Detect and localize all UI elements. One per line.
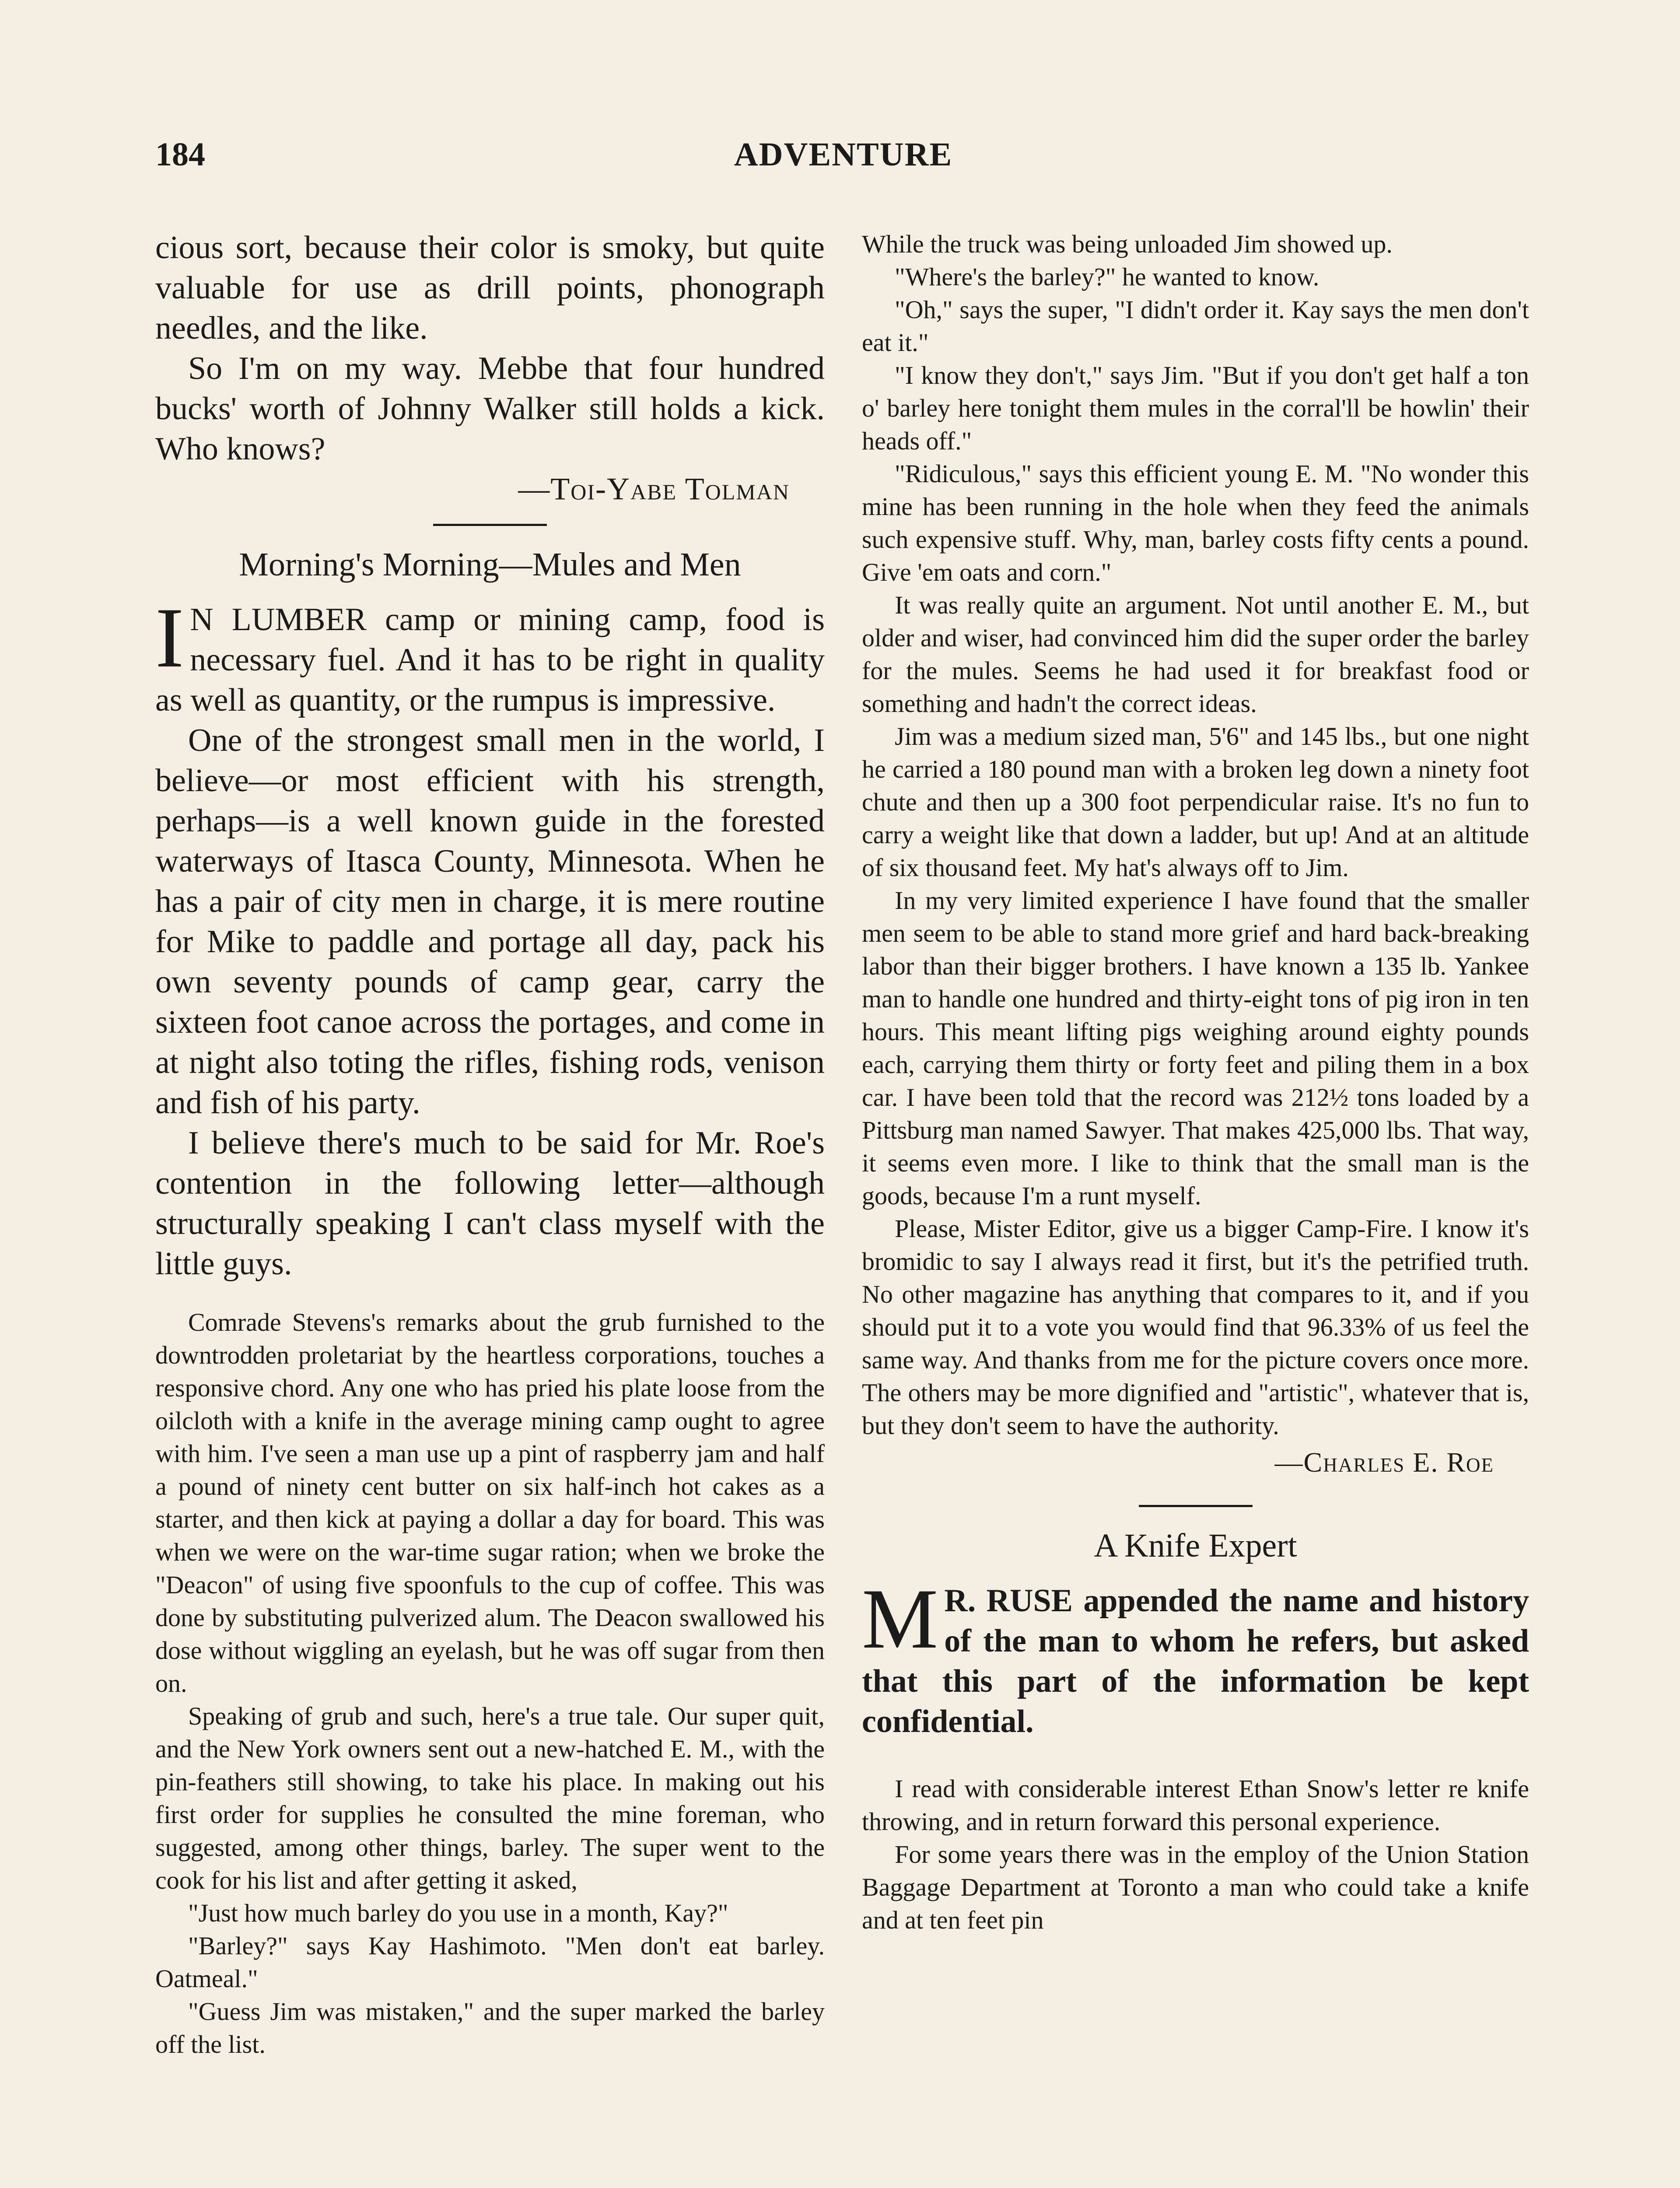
paragraph: Please, Mister Editor, give us a bigger Camp-Fire. I know it's bromidic to say I always read it first, but it's the petrified truth. No other magazine has anything that compares to it, and if you should put it to a vote you would find that 96.33% of us feel the same way. And thanks from me for the picture covers once more. The others may be more dignified and "artistic", whatever that is, but they don't seem to have the authority. <box>862 1214 1529 1440</box>
divider <box>433 524 547 526</box>
signature: —Charles E. Roe <box>1274 1447 1494 1478</box>
opening-text: N LUMBER camp or mining camp, food is necessary fuel. And it has to be right in quality as well as quantity, or the rumpus is impressive. <box>155 602 825 718</box>
paragraph: "Oh," says the super, "I didn't order it. Kay says the men don't eat it." <box>862 295 1529 357</box>
signature: —Toi-Yabe Tolman <box>518 471 790 506</box>
left-column <box>155 228 825 2061</box>
intro-text <box>155 228 825 469</box>
paragraph: I believe there's much to be said for Mr. Roe's contention in the following letter—although structurally speaking I can't class myself with the little guys. <box>155 1125 825 1282</box>
opening-text: R. RUSE appended the name and history of the man to whom he refers, but asked that this part of the information be kept confidential. <box>862 1583 1529 1739</box>
paragraph: "Ridiculous," says this efficient young E. M. "No wonder this mine has been running in the hole when they feed the animals such expensive stuff. Why, man, barley costs fifty cents a pound. Give 'em oats and corn." <box>862 459 1529 586</box>
paragraph: "Just how much barley do you use in a month, Kay?" <box>188 1899 728 1927</box>
paragraph: One of the strongest small men in the world, I believe—or most efficient with his strength, perhaps—is a well known guide in the forested waterways of Itasca County, Minnesota. When he has a pair of city men in charge, it is mere routine for Mike to paddle and portage all day, pack his own seventy pounds of camp gear, carry the sixteen foot canoe across the portages, and come in at night also toting the rifles, fishing rods, venison and fish of his party. <box>155 722 825 1121</box>
drop-cap: M <box>862 1571 938 1666</box>
divider <box>1139 1505 1253 1507</box>
paragraph: While the truck was being unloaded Jim showed up. <box>862 230 1393 258</box>
drop-cap: I <box>155 590 184 685</box>
page-header <box>155 136 1531 184</box>
page-number: 184 <box>155 136 205 173</box>
paragraph: It was really quite an argument. Not until another E. M., but older and wiser, had convinced him did the super order the barley for the mules. Seems he had used it for breakfast food or something and hadn't the correct ideas. <box>862 591 1529 718</box>
right-column <box>862 228 1529 1936</box>
paragraph: Speaking of grub and such, here's a true tale. Our super quit, and the New York owners sent out a new-hatched E. M., with the pin-feathers still showing, to take his place. In making out his first order for supplies he consulted the mine foreman, who suggested, among other things, barley. The super went to the cook for his list and after getting it asked, <box>155 1702 825 1894</box>
paragraph: cious sort, because their color is smoky, but quite valuable for use as drill points, phonograph needles, and the like. <box>155 230 825 346</box>
paragraph: So I'm on my way. Mebbe that four hundred bucks' worth of Johnny Walker still holds a kick. Who knows? <box>155 351 825 467</box>
paragraph: "Where's the barley?" he wanted to know. <box>895 263 1320 291</box>
paragraph: "I know they don't," says Jim. "But if you don't get half a ton o' barley here tonight them mules in the corral'll be howlin' their heads off." <box>862 361 1529 455</box>
running-head: ADVENTURE <box>734 136 953 173</box>
paragraph: In my very limited experience I have found that the smaller men seem to be able to stand more grief and hard back-breaking labor than their bigger brothers. I have known a 135 lb. Yankee man to handle one hundred and thirty-eight tons of pig iron in ten hours. This meant lifting pigs weighing around eighty pounds each, carrying them thirty or forty feet and piling them in a box car. I have been told that the record was 212½ tons loaded by a Pittsburg man named Sawyer. That makes 425,000 lbs. That way, it seems even more. I like to think that the small man is the goods, because I'm a runt myself. <box>862 886 1529 1210</box>
paragraph: Jim was a medium sized man, 5'6" and 145 lbs., but one night he carried a 180 pound man with a broken leg down a ninety foot chute and then up a 300 foot perpendicular raise. It's no fun to carry a weight like that down a ladder, but up! And at an altitude of six thousand feet. My hat's always off to Jim. <box>862 722 1529 882</box>
body-text <box>155 720 825 1284</box>
paragraph: "Barley?" says Kay Hashimoto. "Men don't eat barley. Oatmeal." <box>155 1932 825 1993</box>
letter-text <box>862 1772 1529 1936</box>
section-title: A Knife Expert <box>1094 1527 1297 1564</box>
paragraph: Comrade Stevens's remarks about the grub furnished to the downtrodden proletariat by the heartless corporations, touches a responsive chord. Any one who has pried his plate loose from the oilcloth with a knife in the average mining camp ought to agree with him. I've seen a man use up a pint of raspberry jam and half a pound of ninety cent butter on six half-inch hot cakes as a starter, and then kick at paying a dollar a day for board. This was when we were on the war-time sugar ration; when we broke the "Deacon" of using five spoonfuls to the cup of coffee. This was done by substituting pulverized alum. The Deacon swallowed his dose without wiggling an eyelash, but he was off sugar from then on. <box>155 1308 825 1697</box>
paragraph: For some years there was in the employ of the Union Station Baggage Department at Toronto a man who could take a knife and at ten feet pin <box>862 1840 1529 1934</box>
paragraph: "Guess Jim was mistaken," and the super marked the barley off the list. <box>155 1997 825 2058</box>
section-title: Morning's Morning—Mules and Men <box>239 546 741 583</box>
paragraph: I read with considerable interest Ethan Snow's letter re knife throwing, and in return forward this personal experience. <box>862 1774 1529 1836</box>
opening-paragraph <box>862 1571 1529 1742</box>
letter-continued <box>862 228 1529 1442</box>
letter-text <box>155 1306 825 2061</box>
opening-paragraph <box>155 590 825 720</box>
